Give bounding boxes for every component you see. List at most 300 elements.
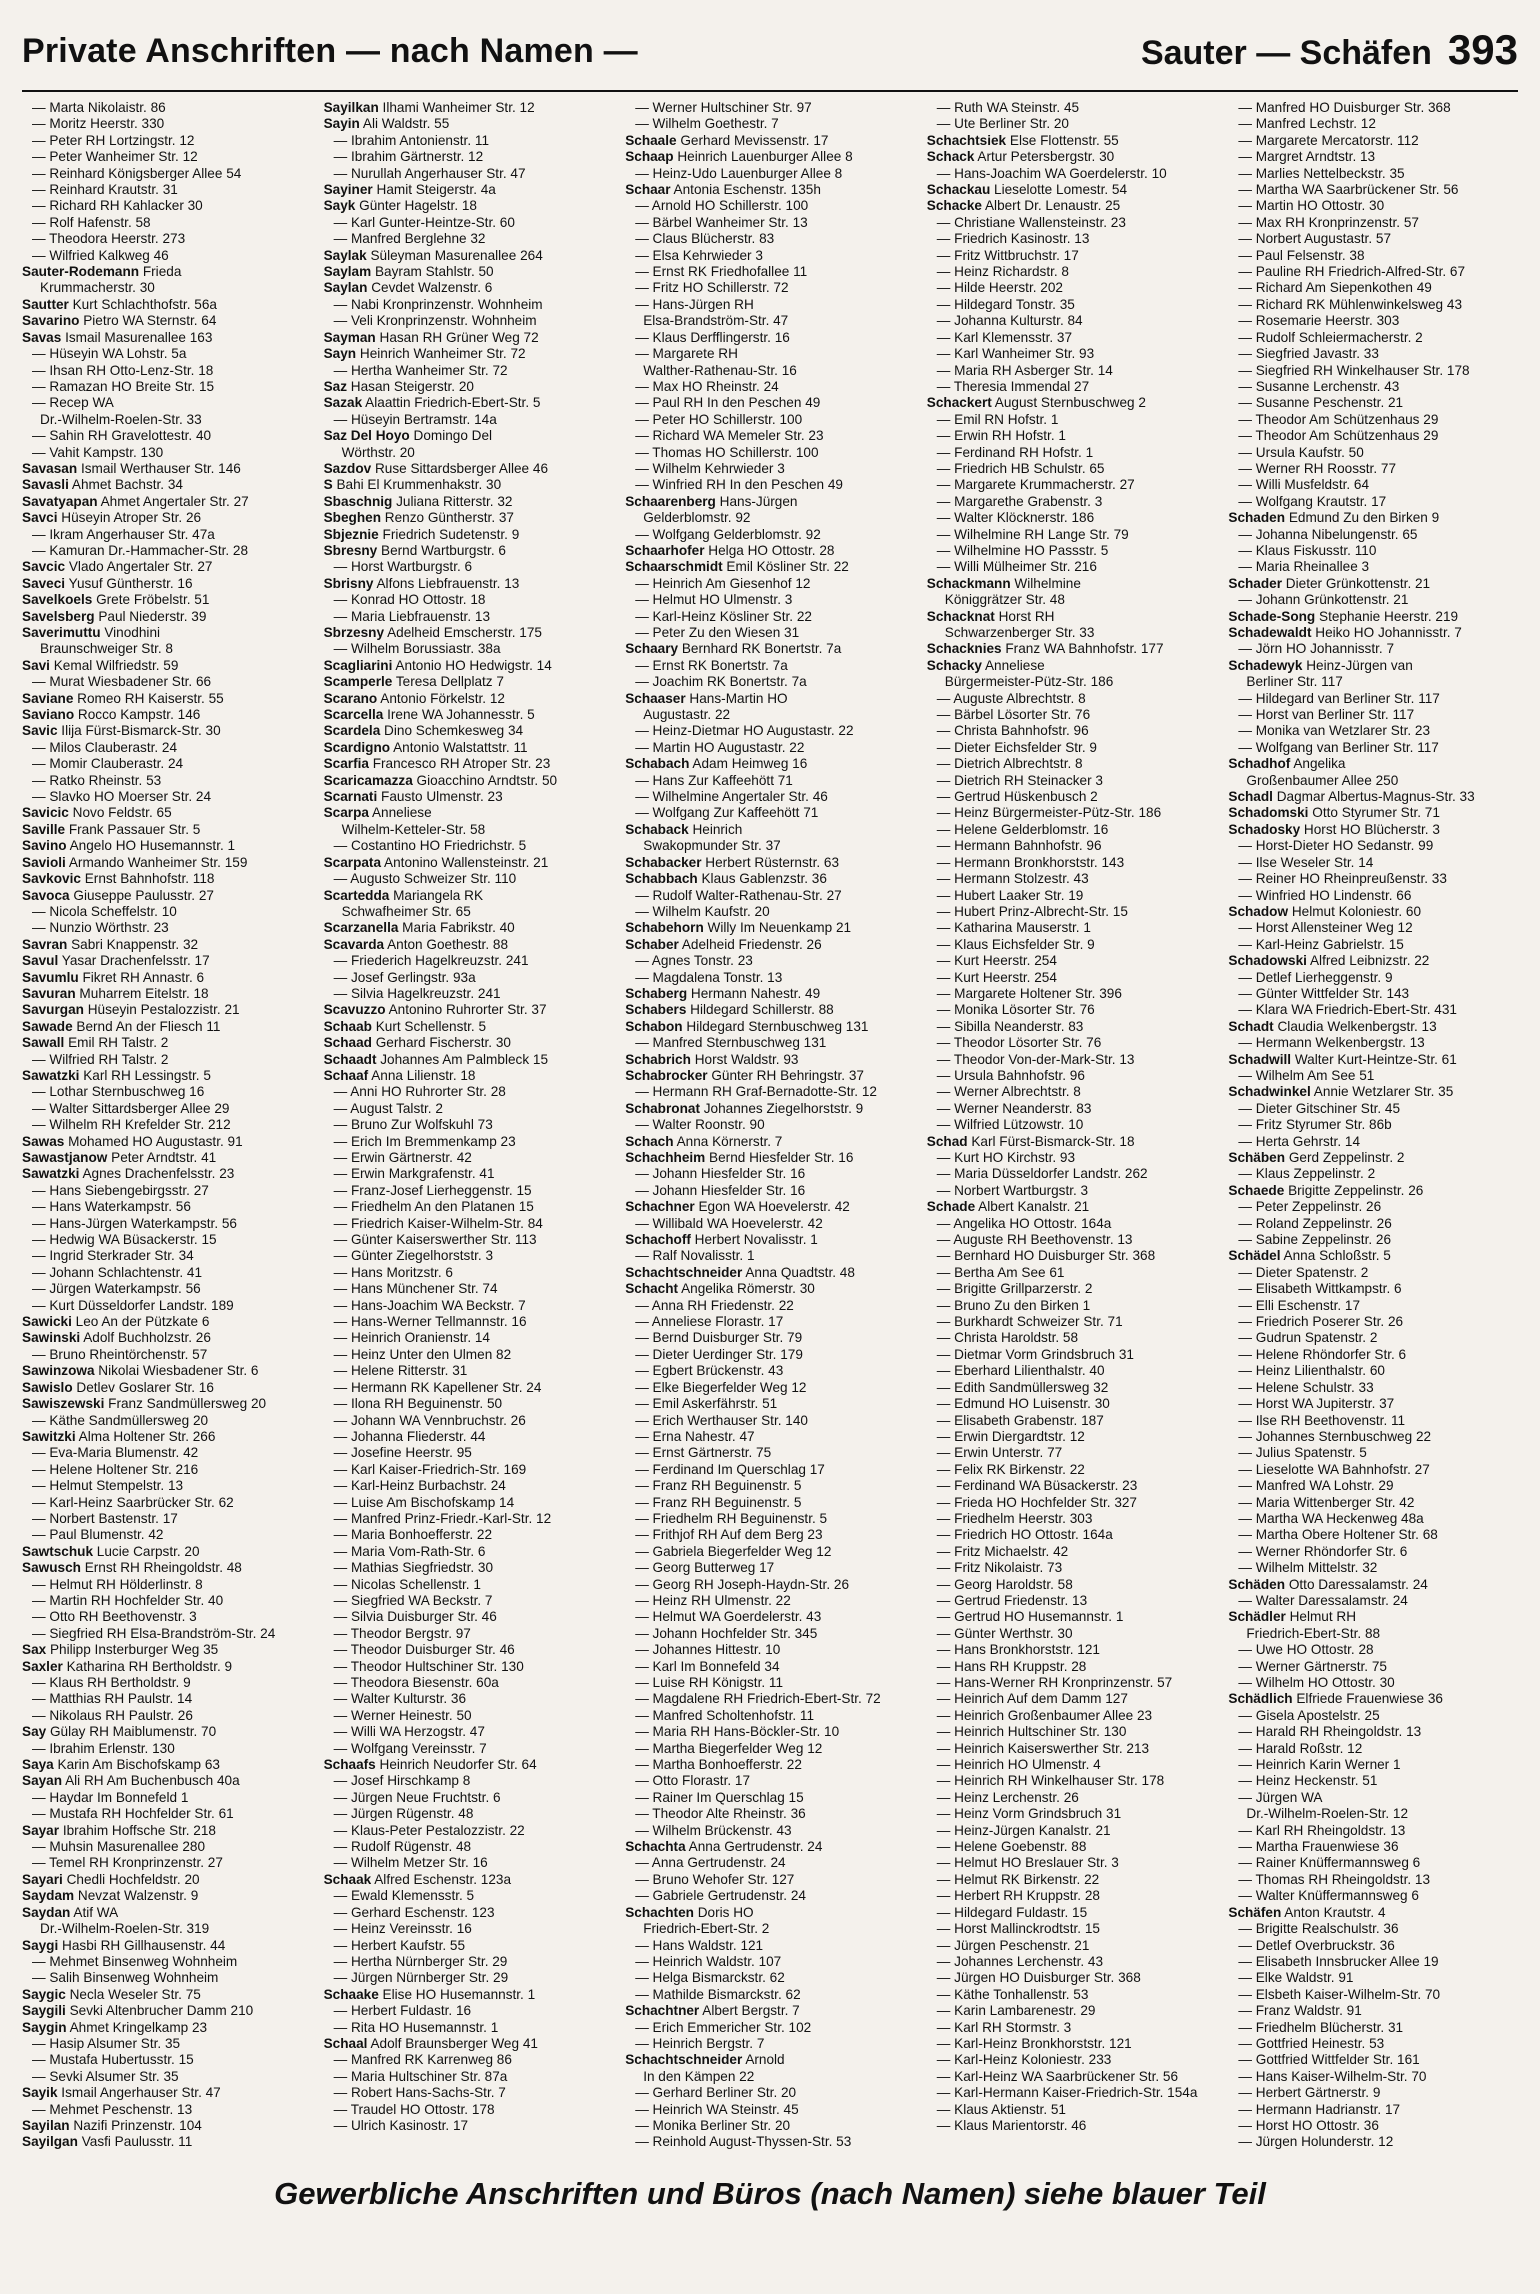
directory-entry: — Eberhard Lilienthalstr. 40 [936, 1363, 1105, 1379]
directory-entry: — Thomas HO Schillerstr. 100 [635, 444, 819, 460]
directory-entry: Schadhof Angelika [1228, 756, 1346, 772]
directory-entry: — Martha WA Saarbrückener Str. 56 [1238, 182, 1459, 198]
directory-entry: Schaak Alfred Eschenstr. 123a [323, 1871, 512, 1887]
directory-entry: — Georg Haroldstr. 58 [936, 1576, 1073, 1592]
surname: Sayar [22, 1822, 60, 1838]
directory-entry: — Hermann Bronkhorststr. 143 [936, 854, 1125, 870]
directory-entry: — Hans Münchener Str. 74 [333, 1281, 498, 1297]
directory-column-4 [927, 100, 1217, 2160]
directory-entry: — Heinz Lerchenstr. 26 [936, 1789, 1079, 1805]
directory-entry: — Hans-Joachim WA Goerdelerstr. 10 [936, 165, 1167, 181]
directory-entry: — Heinrich WA Steinstr. 45 [635, 2101, 799, 2117]
surname: Sayin [323, 116, 360, 132]
directory-entry: — Anna RH Friedenstr. 22 [635, 1297, 794, 1313]
surname: Schabehorn [625, 920, 704, 936]
directory-entry: — Burkhardt Schweizer Str. 71 [936, 1314, 1123, 1330]
directory-entry: — Margarete Holtener Str. 396 [936, 985, 1122, 1001]
directory-entry: — Karl RH Rheingoldstr. 13 [1238, 1822, 1406, 1838]
directory-entry: — Günter Wittfelder Str. 143 [1238, 985, 1410, 1001]
directory-entry: Dr.-Wilhelm-Roelen-Str. 33 [40, 411, 202, 427]
directory-entry: Sayilgan Vasfi Paulusstr. 11 [22, 2134, 193, 2150]
directory-entry: Krummacherstr. 30 [40, 280, 155, 296]
directory-entry: — Hans RH Kruppstr. 28 [936, 1658, 1087, 1674]
directory-entry: Scarpa Anneliese [323, 805, 432, 821]
directory-entry: — Bruno Zur Wolfskuhl 73 [333, 1117, 493, 1133]
surname: Schade [926, 1199, 976, 1215]
directory-entry: — Hans-Jürgen RH [635, 296, 754, 312]
name-range: Sauter — Schäfen [1140, 34, 1432, 72]
directory-entry: — Frithjof RH Auf dem Berg 23 [635, 1527, 823, 1543]
directory-entry: — Vahit Kampstr. 130 [32, 444, 164, 460]
surname: Schadwill [1228, 1051, 1292, 1067]
directory-entry: — Wolfgang Vereinsstr. 7 [333, 1740, 487, 1756]
directory-entry: — Julius Spatenstr. 5 [1238, 1445, 1367, 1461]
directory-entry: — Helene Gelderblomstr. 16 [936, 821, 1109, 837]
directory-entry: — Hüseyin Bertramstr. 14a [333, 411, 497, 427]
directory-entry: — Ibrahim Antonienstr. 11 [333, 132, 489, 148]
directory-entry: Sayar Ibrahim Hoffsche Str. 218 [22, 1822, 216, 1838]
directory-entry: Scartedda Mariangela RK [323, 887, 484, 903]
directory-entry: — Margarete Mercatorstr. 112 [1238, 132, 1419, 148]
directory-entry: In den Kämpen 22 [643, 2068, 755, 2084]
directory-entry: — Dieter Uerdinger Str. 179 [635, 1346, 803, 1362]
directory-entry: — Emil Askerfährstr. 51 [635, 1396, 778, 1412]
surname: Saygili [22, 2003, 66, 2019]
surname: Say [22, 1724, 47, 1740]
directory-entry: Schacht Angelika Römerstr. 30 [625, 1281, 815, 1297]
surname: Schaale [625, 132, 677, 148]
directory-entry: — Heinrich Auf dem Damm 127 [936, 1691, 1128, 1707]
directory-entry: — Werner Gärtnerstr. 75 [1238, 1658, 1387, 1674]
directory-entry: Friedrich-Ebert-Str. 88 [1246, 1625, 1381, 1641]
directory-entry: Schadt Claudia Welkenbergstr. 13 [1228, 1018, 1437, 1034]
directory-entry: — Walter Sittardsberger Allee 29 [32, 1100, 230, 1116]
directory-entry: — Ulrich Kasinostr. 17 [333, 2117, 469, 2133]
surname: Schachoff [625, 1232, 691, 1248]
directory-entry: — Augusto Schweizer Str. 110 [333, 871, 517, 887]
directory-entry: — Klaus-Peter Pestalozzistr. 22 [333, 1822, 525, 1838]
directory-entry: — Luise RH Königstr. 11 [635, 1675, 784, 1690]
directory-entry: — Jürgen WA [1238, 1789, 1323, 1805]
directory-entry: — Johann WA Vennbruchstr. 26 [333, 1412, 526, 1428]
directory-entry: — Karl Klemensstr. 37 [936, 329, 1073, 345]
directory-entry: — Heinz Bürgermeister-Pütz-Str. 186 [936, 805, 1162, 821]
directory-entry: Scarnati Fausto Ulmenstr. 23 [323, 789, 503, 805]
directory-entry: — Elsa Kehrwieder 3 [635, 247, 763, 263]
directory-entry: — Reinhard Krautstr. 31 [32, 182, 178, 198]
directory-entry: — Heinrich Oranienstr. 14 [333, 1330, 490, 1346]
directory-entry: — Ilse RH Beethovenstr. 11 [1238, 1412, 1406, 1428]
directory-entry: — Theodor Alte Rheinstr. 36 [635, 1806, 806, 1822]
directory-entry: — Heinz RH Ulmenstr. 22 [635, 1592, 791, 1608]
directory-entry: Saygili Sevki Altenbrucher Damm 210 [22, 2003, 254, 2019]
directory-entry: — Hermann Hadrianstr. 17 [1238, 2101, 1401, 2117]
surname: Sawinski [22, 1330, 81, 1346]
surname: Schäden [1228, 1576, 1286, 1592]
directory-entry: Schacknat Horst RH [926, 608, 1055, 624]
directory-entry: Schadosky Horst HO Blücherstr. 3 [1228, 821, 1440, 837]
directory-entry: Schaberg Hermann Nahestr. 49 [625, 985, 821, 1001]
directory-entry: — Herbert Fuldastr. 16 [333, 2003, 472, 2019]
directory-entry: — Fritz Nikolaistr. 73 [936, 1560, 1063, 1576]
directory-entry: — Wilhelmine RH Lange Str. 79 [936, 526, 1129, 542]
directory-entry: — Gudrun Spatenstr. 2 [1238, 1330, 1378, 1346]
directory-entry: — Hermann Bahnhofstr. 96 [936, 838, 1102, 854]
surname: Scamperle [323, 674, 393, 690]
surname: Schacky [926, 657, 982, 673]
directory-entry: — Theodor Lösorter Str. 76 [936, 1035, 1102, 1051]
directory-entry: — Helmut HO Breslauer Str. 3 [936, 1855, 1119, 1871]
surname: Schackau [926, 182, 991, 198]
directory-entry: Schwafheimer Str. 65 [341, 903, 471, 919]
directory-entry: — Werner Rhöndorfer Str. 6 [1238, 1543, 1408, 1559]
surname: Schaarschmidt [625, 559, 723, 575]
directory-entry: Savci Hüseyin Atroper Str. 26 [22, 510, 202, 526]
directory-entry: — Hubert Laaker Str. 19 [936, 887, 1084, 903]
directory-entry: Savcic Vlado Angertaler Str. 27 [22, 559, 213, 575]
directory-entry: — Manfred HO Duisburger Str. 368 [1238, 100, 1451, 115]
directory-entry: — Reiner HO Rheinpreußenstr. 33 [1238, 871, 1447, 887]
surname: Schachtschneider [625, 1264, 743, 1280]
directory-entry: Sazak Alaattin Friedrich-Ebert-Str. 5 [323, 395, 541, 411]
directory-entry: — Herta Gehrstr. 14 [1238, 1133, 1361, 1149]
directory-entry: — Peter Wanheimer Str. 12 [32, 149, 198, 165]
directory-entry: — Hans Moritzstr. 6 [333, 1264, 453, 1280]
directory-entry: — Elsbeth Kaiser-Wilhelm-Str. 70 [1238, 1986, 1441, 2002]
directory-entry: — Silvia Hagelkreuzstr. 241 [333, 985, 501, 1001]
directory-entry: — Heinz-Udo Lauenburger Allee 8 [635, 165, 843, 181]
directory-entry: — Karl Im Bonnefeld 34 [635, 1658, 780, 1674]
directory-entry: Schachta Anna Gertrudenstr. 24 [625, 1839, 823, 1855]
surname: Schachtner [625, 2003, 700, 2019]
directory-entry: Saydam Nevzat Walzenstr. 9 [22, 1888, 199, 1904]
directory-entry: — Maria RH Hans-Böckler-Str. 10 [635, 1724, 840, 1740]
surname: Sawall [22, 1035, 65, 1051]
directory-entry: Schaar Antonia Eschenstr. 135h [625, 182, 821, 198]
surname: Sawas [22, 1133, 65, 1149]
surname: Sawatzki [22, 1067, 80, 1083]
surname: Schacknies [926, 641, 1002, 657]
directory-entry: — Maria Wittenberger Str. 42 [1238, 1494, 1415, 1510]
directory-entry: — Paul Blumenstr. 42 [32, 1527, 164, 1543]
directory-entry: — Nicola Scheffelstr. 10 [32, 903, 177, 919]
directory-entry: Scarcella Irene WA Johannesstr. 5 [323, 707, 535, 723]
directory-entry: — Mustafa Hubertusstr. 15 [32, 2052, 194, 2068]
directory-entry: — Sevki Alsumer Str. 35 [32, 2068, 179, 2084]
directory-entry: — Slavko HO Moerser Str. 24 [32, 789, 212, 805]
directory-entry: — Elisabeth Grabenstr. 187 [936, 1412, 1104, 1428]
surname: Schadowski [1228, 953, 1307, 969]
directory-entry: — Hans-Werner Tellmannstr. 16 [333, 1314, 527, 1330]
directory-entry: — Heinrich Am Giesenhof 12 [635, 575, 811, 591]
surname: Saygin [22, 2019, 67, 2035]
surname: Schadl [1228, 789, 1273, 805]
directory-entry: — Ursula Bahnhofstr. 96 [936, 1067, 1085, 1083]
directory-entry: — Erwin Markgrafenstr. 41 [333, 1166, 495, 1182]
directory-entry: — Hildegard Tonstr. 35 [936, 296, 1075, 312]
directory-entry: Schadwinkel Annie Wetzlarer Str. 35 [1228, 1084, 1454, 1100]
directory-entry: — Auguste RH Beethovenstr. 13 [936, 1232, 1133, 1248]
surname: Scardela [323, 723, 381, 739]
directory-entry: Sbresny Bernd Wartburgstr. 6 [323, 542, 506, 558]
directory-entry: Gelderblomstr. 92 [643, 510, 751, 526]
surname: Sbeghen [323, 510, 381, 526]
directory-entry: — Mathilde Bismarckstr. 62 [635, 1986, 801, 2002]
directory-entry: — Heinz Heckenstr. 51 [1238, 1773, 1378, 1789]
directory-entry: — Haydar Im Bonnefeld 1 [32, 1789, 189, 1805]
directory-entry: Saylam Bayram Stahlstr. 50 [323, 264, 494, 280]
directory-column-5 [1228, 100, 1518, 2160]
directory-entry: — Willi Mülheimer Str. 216 [936, 559, 1097, 575]
directory-entry: — Heinrich Kaiserswerther Str. 213 [936, 1740, 1150, 1756]
directory-entry: — Wilfried Kalkweg 46 [32, 247, 169, 263]
directory-entry: Savasli Ahmet Bachstr. 34 [22, 477, 183, 493]
directory-entry: — Theodora Biesenstr. 60a [333, 1675, 499, 1690]
directory-entry: — Susanne Lerchenstr. 43 [1238, 378, 1400, 394]
surname: Scaricamazza [323, 772, 413, 788]
surname: Savasli [22, 477, 69, 493]
surname: Schaden [1228, 510, 1286, 526]
directory-entry: Schädlich Elfriede Frauenwiese 36 [1228, 1691, 1443, 1707]
surname: Schäfen [1228, 1904, 1282, 1920]
directory-entry: Schaaf Anna Lilienstr. 18 [323, 1067, 476, 1083]
surname: Schachten [625, 1904, 694, 1920]
directory-entry: Schadewyk Heinz-Jürgen van [1228, 657, 1413, 673]
surname: Savasan [22, 460, 78, 476]
directory-entry: — Hilde Heerstr. 202 [936, 280, 1063, 296]
directory-entry: Sayik Ismail Angerhauser Str. 47 [22, 2085, 221, 2101]
directory-entry: — Werner Hultschiner Str. 97 [635, 100, 812, 115]
directory-entry: — Jörn HO Johannisstr. 7 [1238, 641, 1395, 657]
directory-entry: — Klaus Eichsfelder Str. 9 [936, 936, 1095, 952]
directory-entry: — Erich Emmericher Str. 102 [635, 2019, 812, 2035]
surname: Sayilgan [22, 2134, 78, 2150]
directory-entry: — Hans-Jürgen Waterkampstr. 56 [32, 1215, 237, 1231]
directory-entry: — Klaus Fiskusstr. 110 [1238, 542, 1377, 558]
directory-entry: — Hans-Werner RH Kronprinzenstr. 57 [936, 1675, 1173, 1690]
surname: Sayilkan [323, 100, 379, 115]
directory-entry: — Felix RK Birkenstr. 22 [936, 1461, 1085, 1477]
directory-entry: — Martha WA Heckenweg 48a [1238, 1510, 1424, 1526]
directory-entry: — Wilhelm Brückenstr. 43 [635, 1822, 792, 1838]
surname: Savcic [22, 559, 66, 575]
directory-entry: — Helmut RH Hölderlinstr. 8 [32, 1576, 203, 1592]
surname: Sayik [22, 2085, 58, 2101]
directory-entry: Schabers Hildegard Schillerstr. 88 [625, 1002, 834, 1018]
surname: Savi [22, 657, 50, 673]
directory-entry: — Veli Kronprinzenstr. Wohnheim [333, 313, 537, 329]
surname: Scarnati [323, 789, 378, 805]
surname: Schaaf [323, 1067, 369, 1083]
directory-entry: — Anna Gertrudenstr. 24 [635, 1855, 786, 1871]
directory-entry: — Heinrich HO Ulmenstr. 4 [936, 1757, 1101, 1773]
directory-entry: Saveci Yusuf Güntherstr. 16 [22, 575, 193, 591]
directory-entry: Scardigno Antonio Walstattstr. 11 [323, 739, 528, 755]
directory-entry: — Theodor Am Schützenhaus 29 [1238, 428, 1439, 444]
directory-entry: — Hermann Welkenbergstr. 13 [1238, 1035, 1425, 1051]
surname: Schaal [323, 2035, 368, 2051]
directory-entry: — Dieter Gitschiner Str. 45 [1238, 1100, 1401, 1116]
directory-entry: — Heinz Unter den Ulmen 82 [333, 1346, 512, 1362]
directory-entry: Saz Hasan Steigerstr. 20 [323, 378, 474, 394]
directory-entry: — Christa Haroldstr. 58 [936, 1330, 1079, 1346]
directory-entry: Saxler Katharina RH Bertholdstr. 9 [22, 1658, 233, 1674]
directory-entry: — Rudolf Schleiermacherstr. 2 [1238, 329, 1423, 345]
surname: Schaar [625, 182, 671, 198]
directory-entry: — Helga Bismarckstr. 62 [635, 1970, 785, 1986]
directory-entry: Scarfia Francesco RH Atroper Str. 23 [323, 756, 551, 772]
directory-entry: — Otto RH Beethovenstr. 3 [32, 1609, 197, 1625]
surname: Saydan [22, 1904, 71, 1920]
directory-entry: Scamperle Teresa Dellplatz 7 [323, 674, 504, 690]
directory-entry: — Josef Gerlingstr. 93a [333, 969, 476, 985]
directory-entry: — Peter RH Lortzingstr. 12 [32, 132, 195, 148]
surname: Schachner [625, 1199, 695, 1215]
surname: Saydam [22, 1888, 75, 1904]
directory-entry: — Willi WA Herzogstr. 47 [333, 1724, 485, 1740]
directory-entry: — Egbert Brückenstr. 43 [635, 1363, 784, 1379]
directory-entry: Schaadt Johannes Am Palmbleck 15 [323, 1051, 549, 1067]
directory-entry: Schach Anna Körnerstr. 7 [625, 1133, 783, 1149]
directory-entry: Schabach Adam Heimweg 16 [625, 756, 808, 772]
directory-entry: — Klaus RH Bertholdstr. 9 [32, 1675, 191, 1690]
directory-entry: Schaaser Hans-Martin HO [625, 690, 788, 706]
directory-entry: Sayan Ali RH Am Buchenbusch 40a [22, 1773, 240, 1789]
directory-entry: — Werner Neanderstr. 83 [936, 1100, 1092, 1116]
surname: Sbrzesny [323, 625, 385, 640]
surname: Saylam [323, 264, 372, 280]
directory-entry: — Maria Vom-Rath-Str. 6 [333, 1543, 486, 1559]
directory-entry: — Dietmar Vorm Grindsbruch 31 [936, 1346, 1134, 1362]
directory-entry: — Ruth WA Steinstr. 45 [936, 100, 1080, 115]
surname: Sazdov [323, 460, 372, 476]
directory-entry: — Theodor Bergstr. 97 [333, 1625, 471, 1641]
surname: Schaab [323, 1018, 372, 1034]
directory-entry: — Rita HO Husemannstr. 1 [333, 2019, 499, 2035]
directory-entry: — Hans Waterkampstr. 56 [32, 1199, 191, 1215]
directory-entry: — Gerhard Berliner Str. 20 [635, 2085, 797, 2101]
directory-entry: — Nabi Kronprinzenstr. Wohnheim [333, 296, 543, 312]
directory-entry: Schabacker Herbert Rüsternstr. 63 [625, 854, 840, 870]
directory-entry: — Elke Biegerfelder Weg 12 [635, 1379, 807, 1395]
directory-entry: Dr.-Wilhelm-Roelen-Str. 319 [40, 1921, 210, 1937]
directory-entry: — Helene Ritterstr. 31 [333, 1363, 468, 1379]
directory-entry: — Karl-Heinz WA Saarbrückener Str. 56 [936, 2068, 1179, 2084]
directory-entry: — Wilhelm HO Ottostr. 30 [1238, 1675, 1395, 1690]
directory-entry: Schachtner Albert Bergstr. 7 [625, 2003, 800, 2019]
directory-entry: — Martin HO Ottostr. 30 [1238, 198, 1385, 214]
directory-entry: — Rolf Hafenstr. 58 [32, 214, 151, 230]
directory-entry: — Bertha Am See 61 [936, 1264, 1065, 1280]
surname: Sayiner [323, 182, 373, 198]
directory-entry: — Hertha Nürnberger Str. 29 [333, 1953, 508, 1969]
directory-entry: — Gabriele Gertrudenstr. 24 [635, 1888, 806, 1904]
directory-entry: — Marlies Nettelbeckstr. 35 [1238, 165, 1405, 181]
directory-entry: — Katharina Mauserstr. 1 [936, 920, 1091, 936]
surname: Schachheim [625, 1150, 706, 1165]
directory-entry: — Heinrich Großenbaumer Allee 23 [936, 1707, 1153, 1723]
directory-entry: — Sabine Zeppelinstr. 26 [1238, 1232, 1392, 1248]
directory-entry: — Wilhelm Goethestr. 7 [635, 116, 779, 132]
directory-entry: — Ihsan RH Otto-Lenz-Str. 18 [32, 362, 214, 378]
surname: Schadewaldt [1228, 625, 1312, 640]
directory-entry: Sayari Chedli Hochfeldstr. 20 [22, 1871, 200, 1887]
directory-entry: — Erich Im Bremmenkamp 23 [333, 1133, 516, 1149]
directory-entry: — Margarete RH [635, 346, 738, 362]
directory-entry: Schädler Helmut RH [1228, 1609, 1357, 1625]
surname: Schaafs [323, 1757, 376, 1773]
directory-entry: — Erwin Diergardtstr. 12 [936, 1428, 1085, 1444]
directory-entry: Schadowski Alfred Leibnizstr. 22 [1228, 953, 1430, 969]
directory-entry: — Ibrahim Erlenstr. 130 [32, 1740, 175, 1756]
surname: Saygic [22, 1986, 66, 2002]
surname: Schacknat [926, 608, 995, 624]
directory-entry: — Gisela Apostelstr. 25 [1238, 1707, 1380, 1723]
directory-entry: — Kurt Düsseldorfer Landstr. 189 [32, 1297, 234, 1313]
directory-entry: — Johanna Kulturstr. 84 [936, 313, 1083, 329]
surname: Scardigno [323, 739, 391, 755]
directory-entry: — Uwe HO Ottostr. 28 [1238, 1642, 1374, 1658]
directory-entry: — Horst Mallinckrodtstr. 15 [936, 1921, 1100, 1937]
directory-entry: — Ratko Rheinstr. 53 [32, 772, 162, 788]
surname: Schädlich [1228, 1691, 1293, 1707]
directory-entry: — Walter Knüffermannsweg 6 [1238, 1888, 1419, 1904]
directory-entry: — Siegfried Javastr. 33 [1238, 346, 1379, 362]
directory-entry: — Max HO Rheinstr. 24 [635, 378, 779, 394]
directory-entry: — Rainer Im Querschlag 15 [635, 1789, 804, 1805]
directory-entry: — Nikolaus RH Paulstr. 26 [32, 1707, 193, 1723]
surname: Schach [625, 1133, 674, 1149]
directory-entry: — Willi Musfeldstr. 64 [1238, 477, 1370, 493]
directory-entry: — Karl Kaiser-Friedrich-Str. 169 [333, 1461, 527, 1477]
directory-entry: Sawiszewski Franz Sandmüllersweg 20 [22, 1396, 267, 1412]
directory-entry: Schachner Egon WA Hoevelerstr. 42 [625, 1199, 850, 1215]
directory-column-2 [324, 100, 614, 2160]
directory-entry: Savic Ilija Fürst-Bismarck-Str. 30 [22, 723, 221, 739]
directory-entry: Say Gülay RH Maiblumenstr. 70 [22, 1724, 217, 1740]
directory-entry: — Dieter Eichsfelder Str. 9 [936, 739, 1097, 755]
directory-entry: — Josef Hirschkamp 8 [333, 1773, 471, 1789]
directory-entry: Schaarschmidt Emil Kösliner Str. 22 [625, 559, 849, 575]
directory-entry: — Franz-Josef Lierheggenstr. 15 [333, 1182, 532, 1198]
directory-entry: Schackmann Wilhelmine [926, 575, 1081, 591]
directory-entry: — Harald Roßstr. 12 [1238, 1740, 1363, 1756]
directory-entry: — Johannes Lerchenstr. 43 [936, 1953, 1104, 1969]
directory-entry: — Costantino HO Friedrichstr. 5 [333, 838, 527, 854]
directory-entry: — Margret Arndtstr. 13 [1238, 149, 1376, 165]
directory-entry: Schackert August Sternbuschweg 2 [926, 395, 1146, 411]
directory-entry: — Friedrich Kaiser-Wilhelm-Str. 84 [333, 1215, 543, 1231]
directory-entry: — Herbert RH Kruppstr. 28 [936, 1888, 1100, 1904]
directory-entry: — Martin RH Hochfelder Str. 40 [32, 1592, 224, 1608]
directory-entry: Savas Ismail Masurenallee 163 [22, 329, 213, 345]
directory-entry: — Karl-Heinz Saarbrücker Str. 62 [32, 1494, 234, 1510]
directory-entry: — Johann Hochfelder Str. 345 [635, 1625, 818, 1641]
directory-entry: — Franz Waldstr. 91 [1238, 2003, 1362, 2019]
directory-entry: — Wilhelmine Angertaler Str. 46 [635, 789, 828, 805]
directory-entry: — Karl-Heinz Burbachstr. 24 [333, 1478, 506, 1494]
directory-entry: — Fritz HO Schillerstr. 72 [635, 280, 789, 296]
directory-entry: Wörthstr. 20 [341, 444, 415, 460]
directory-entry: — Herbert Gärtnerstr. 9 [1238, 2085, 1381, 2101]
directory-entry: — Bruno Wehofer Str. 127 [635, 1871, 795, 1887]
directory-entry: — Walter Kulturstr. 36 [333, 1691, 467, 1707]
surname: Schack [926, 149, 975, 165]
directory-entry: — Pauline RH Friedrich-Alfred-Str. 67 [1238, 264, 1466, 280]
directory-entry: — Fritz Styrumer Str. 86b [1238, 1117, 1392, 1133]
directory-entry: Scarano Antonio Förkelstr. 12 [323, 690, 505, 706]
directory-entry: — Konrad HO Ottostr. 18 [333, 592, 486, 608]
